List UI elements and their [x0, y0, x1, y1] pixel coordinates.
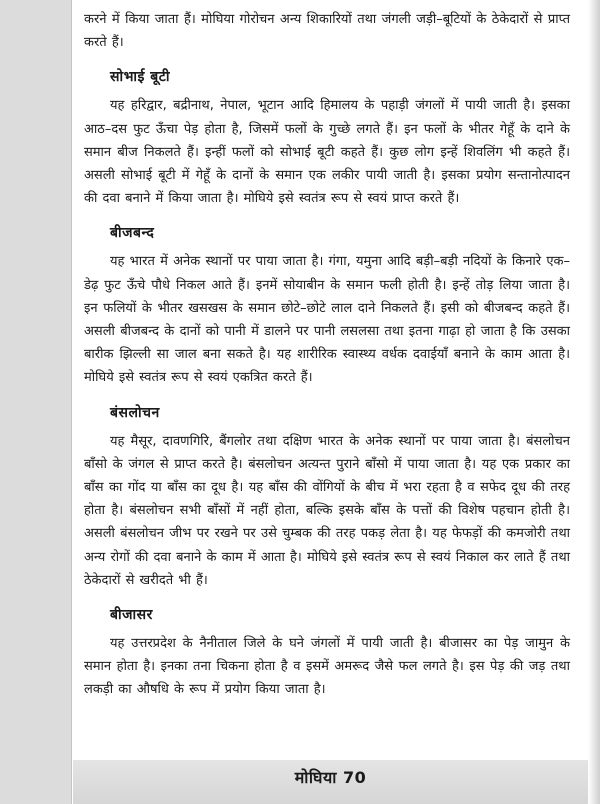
section-paragraph: यह भारत में अनेक स्थानों पर पाया जाता है। गंगा, यमुना आदि बड़ी–बड़ी नदियों के किनारे एक–डेढ़ फुट ऊँचे पौधे निकल आते हैं। इनमें सोयाबीन के समान फली होती है। इन्हें तोड़ लिया जाता है। इन फलियों के भीतर खसखस के समान छोटे–छोटे लाल दाने निकलते हैं। इसी को बीजबन्द कहते हैं। असली बीजबन्द के दानों को पानी में डालने पर पानी लसलसा तथा इतना गाढ़ा हो जाता है कि उसका बारीक झिल्ली सा जाल बना सकते है। यह शारीरिक स्वास्थ्य वर्धक दवाईयाँ बनाने के काम आता है। मोघिये इसे स्वतंत्र रूप से स्वयं एकत्रित करते हैं।	[84, 254, 570, 386]
footer-bar	[73, 760, 588, 804]
section-heading: बीजासर	[110, 607, 153, 624]
section-heading: सोभाई बूटी	[110, 69, 170, 86]
intro-paragraph: करने में किया जाता हैं। मोघिया गोरोचन अन्य शिकारियों तथा जंगली जड़ी–बूटियों के ठेकेदारों से प्राप्त करते हैं।	[84, 12, 570, 51]
page-footer-title: मोघिया 70	[294, 768, 367, 787]
section-paragraph: यह उत्तरप्रदेश के नैनीताल जिले के घने जंगलों में पायी जाती है। बीजासर का पेड़ जामुन के समान होता है। इनका तना चिकना होता है व इसमें अमरूद जैसे फल लगते है। इस पेड़ की जड़ तथा लकड़ी का औषधि के रूप में प्रयोग किया जाता है।	[84, 636, 570, 698]
section-sobhai-booti	[84, 66, 570, 210]
section-bansalochan	[84, 402, 570, 592]
section-paragraph: यह मैसूर, दावणगिरि, बैंगलोर तथा दक्षिण भारत के अनेक स्थानों पर पाया जाता है। बंसलोचन बाँसो के जंगल से प्राप्त करते है। बंसलोचन अत्यन्त पुराने बाँसो में पाया जाता है। यह एक प्रकार का बाँस का गोंद या बाँस का दूध है। यह बाँस की वोंगियों के बीच में भरा रहता है व सफेद दूध की तरह होता है। बंसलोचन सभी बाँसों में नहीं होता, बल्कि इसके बाँस के पत्तों की विशेष पहचान होती है। असली बंसलोचन जीभ पर रखने पर उसे चुम्बक की तरह पकड़ लेता है। यह फेफड़ों की कमजोरी तथा अन्य रोगों की दवा बनाने के काम में आता है। मोघिये इसे स्वतंत्र रूप से स्वयं निकाल कर लाते हैं तथा ठेकेदारों से खरीदते भी हैं।	[84, 433, 570, 588]
left-page-margin	[0, 0, 72, 804]
section-beejasar	[84, 604, 570, 702]
section-heading: बीजबन्द	[110, 225, 155, 242]
page-content	[84, 8, 570, 702]
section-paragraph: यह हरिद्वार, बद्रीनाथ, नेपाल, भूटान आदि हिमालय के पहाड़ी जंगलों में पायी जाती है। इसका आठ–दस फुट ऊँचा पेड़ होता है, जिसमें फलों के गुच्छे लगते हैं। इन फलों के भीतर गेहूँ के दाने के समान बीज निकलते हैं। इन्हीं फलों को सोभाई बूटी कहते हैं। कुछ लोग इन्हें शिवलिंग भी कहते हैं। असली सोभाई बूटी में गेहूँ के दानों के समान एक लकीर पायी जाती है। इसका प्रयोग सन्तानोत्पादन की दवा बनाने में किया जाता है। मोघिये इसे स्वतंत्र रूप से स्वयं प्राप्त करते हैं।	[84, 98, 570, 207]
section-beejband	[84, 222, 570, 389]
section-heading: बंसलोचन	[110, 404, 160, 421]
right-page-edge	[588, 0, 600, 804]
